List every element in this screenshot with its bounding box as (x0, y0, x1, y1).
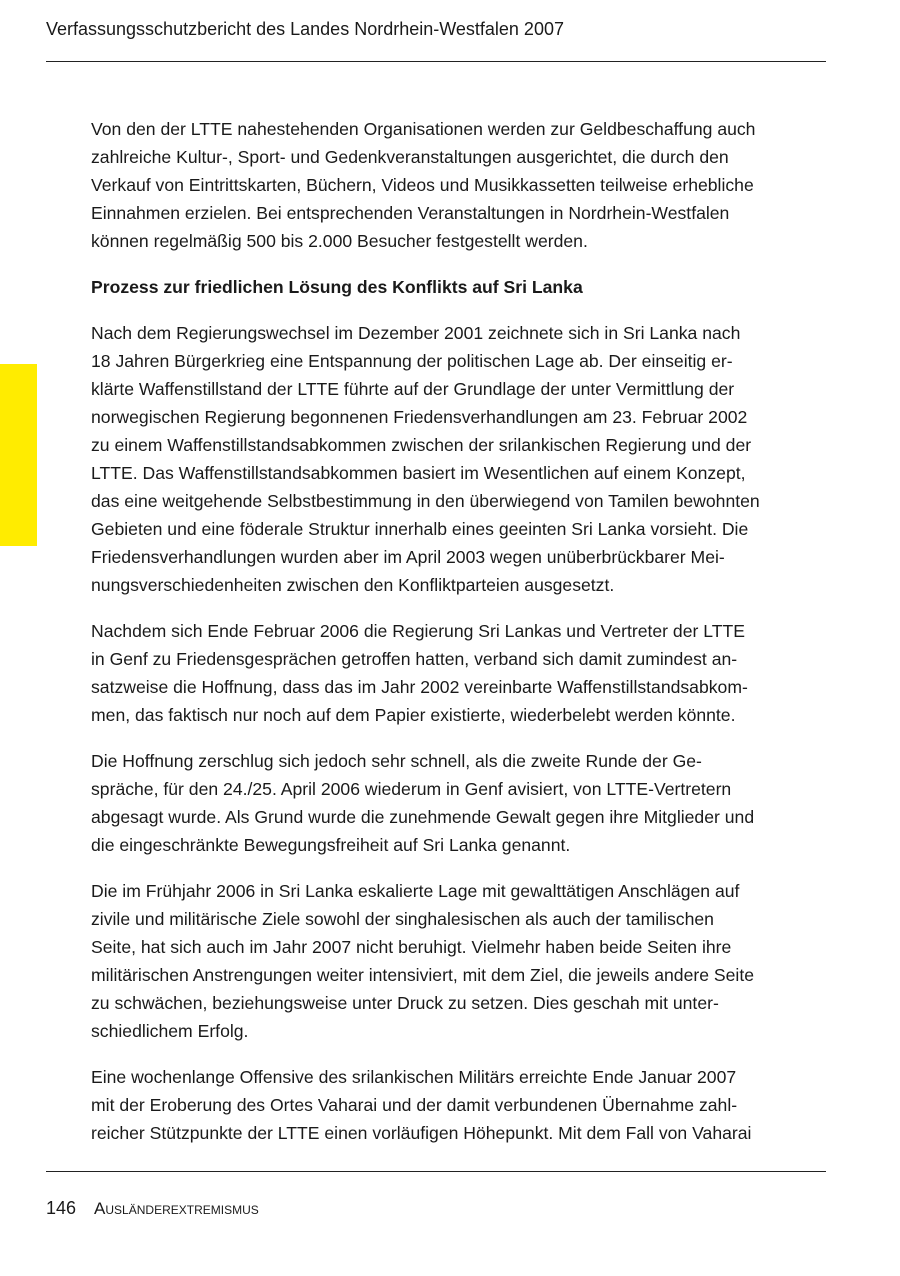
section-heading: Prozess zur friedlichen Lösung des Konflikts auf Sri Lanka (91, 277, 583, 297)
text-line: können regelmäßig 500 bis 2.000 Besucher festgestellt werden. (91, 231, 588, 251)
text-line: Nachdem sich Ende Februar 2006 die Regierung Sri Lankas und Vertreter der LTTE (91, 621, 745, 641)
paragraph-hoffnung (91, 747, 831, 859)
header-rule (46, 61, 826, 62)
text-line: zivile und militärische Ziele sowohl der singhalesischen als auch der tamilischen (91, 909, 714, 929)
paragraph-offensive (91, 1063, 831, 1147)
text-line: das eine weitgehende Selbstbestimmung in den überwiegend von Tamilen bewohnten (91, 491, 760, 511)
text-line: Eine wochenlange Offensive des srilankischen Militärs erreichte Ende Januar 2007 (91, 1067, 737, 1087)
footer-section-title: Ausländerextremismus (94, 1199, 259, 1218)
page-footer (46, 1196, 259, 1221)
text-line: satzweise die Hoffnung, dass das im Jahr 2002 vereinbarte Waffenstillstandsabkom- (91, 677, 748, 697)
text-line: Seite, hat sich auch im Jahr 2007 nicht beruhigt. Vielmehr haben beide Seiten ihre (91, 937, 732, 957)
text-line: Die im Frühjahr 2006 in Sri Lanka eskalierte Lage mit gewalttätigen Anschlägen auf (91, 881, 740, 901)
text-line: Nach dem Regierungswechsel im Dezember 2001 zeichnete sich in Sri Lanka nach (91, 323, 741, 343)
text-line: spräche, für den 24./25. April 2006 wiederum in Genf avisiert, von LTTE-Vertretern (91, 779, 732, 799)
footer-rule (46, 1171, 826, 1172)
text-line: Einnahmen erzielen. Bei entsprechenden Veranstaltungen in Nordrhein-Westfalen (91, 203, 730, 223)
text-line: Gebieten und eine föderale Struktur innerhalb eines geeinten Sri Lanka vorsieht. Die (91, 519, 749, 539)
paragraph-funding (91, 115, 831, 255)
text-line: norwegischen Regierung begonnenen Friedensverhandlungen am 23. Februar 2002 (91, 407, 748, 427)
text-line: Verkauf von Eintrittskarten, Büchern, Videos und Musikkassetten teilweise erhebliche (91, 175, 754, 195)
text-line: zu einem Waffenstillstandsabkommen zwischen der srilankischen Regierung und der (91, 435, 752, 455)
page-header-title: Verfassungsschutzbericht des Landes Nordrhein-Westfalen 2007 (46, 19, 564, 39)
page-number: 146 (46, 1198, 77, 1218)
text-line: mit der Eroberung des Ortes Vaharai und der damit verbundenen Übernahme zahl- (91, 1095, 738, 1115)
text-line: schiedlichem Erfolg. (91, 1021, 249, 1041)
text-line: nungsverschiedenheiten zwischen den Konfliktparteien ausgesetzt. (91, 575, 615, 595)
text-line: zu schwächen, beziehungsweise unter Druck zu setzen. Dies geschah mit unter- (91, 993, 719, 1013)
text-line: Friedensverhandlungen wurden aber im April 2003 wegen unüberbrückbarer Mei- (91, 547, 725, 567)
text-line: Von den der LTTE nahestehenden Organisationen werden zur Geldbeschaffung auch (91, 119, 756, 139)
text-line: LTTE. Das Waffenstillstandsabkommen basiert im Wesentlichen auf einem Konzept, (91, 463, 746, 483)
paragraph-eskalation (91, 877, 831, 1045)
body-content (91, 115, 831, 1165)
text-line: Die Hoffnung zerschlug sich jedoch sehr schnell, als die zweite Runde der Ge- (91, 751, 702, 771)
text-line: militärischen Anstrengungen weiter intensiviert, mit dem Ziel, die jeweils andere Seite (91, 965, 755, 985)
text-line: in Genf zu Friedensgesprächen getroffen hatten, verband sich damit zumindest an- (91, 649, 738, 669)
text-line: abgesagt wurde. Als Grund wurde die zunehmende Gewalt gegen ihre Mitglieder und (91, 807, 755, 827)
paragraph-genf-gespraeche (91, 617, 831, 729)
text-line: klärte Waffenstillstand der LTTE führte auf der Grundlage der unter Vermittlung der (91, 379, 735, 399)
text-line: zahlreiche Kultur-, Sport- und Gedenkveranstaltungen ausgerichtet, die durch den (91, 147, 729, 167)
text-line: die eingeschränkte Bewegungsfreiheit auf Sri Lanka genannt. (91, 835, 571, 855)
text-line: men, das faktisch nur noch auf dem Papier existierte, wiederbelebt werden könnte. (91, 705, 736, 725)
text-line: reicher Stützpunkte der LTTE einen vorläufigen Höhepunkt. Mit dem Fall von Vaharai (91, 1123, 752, 1143)
text-line: 18 Jahren Bürgerkrieg eine Entspannung der politischen Lage ab. Der einseitig er- (91, 351, 733, 371)
section-marker-tab (0, 364, 37, 546)
paragraph-regierungswechsel (91, 319, 831, 599)
